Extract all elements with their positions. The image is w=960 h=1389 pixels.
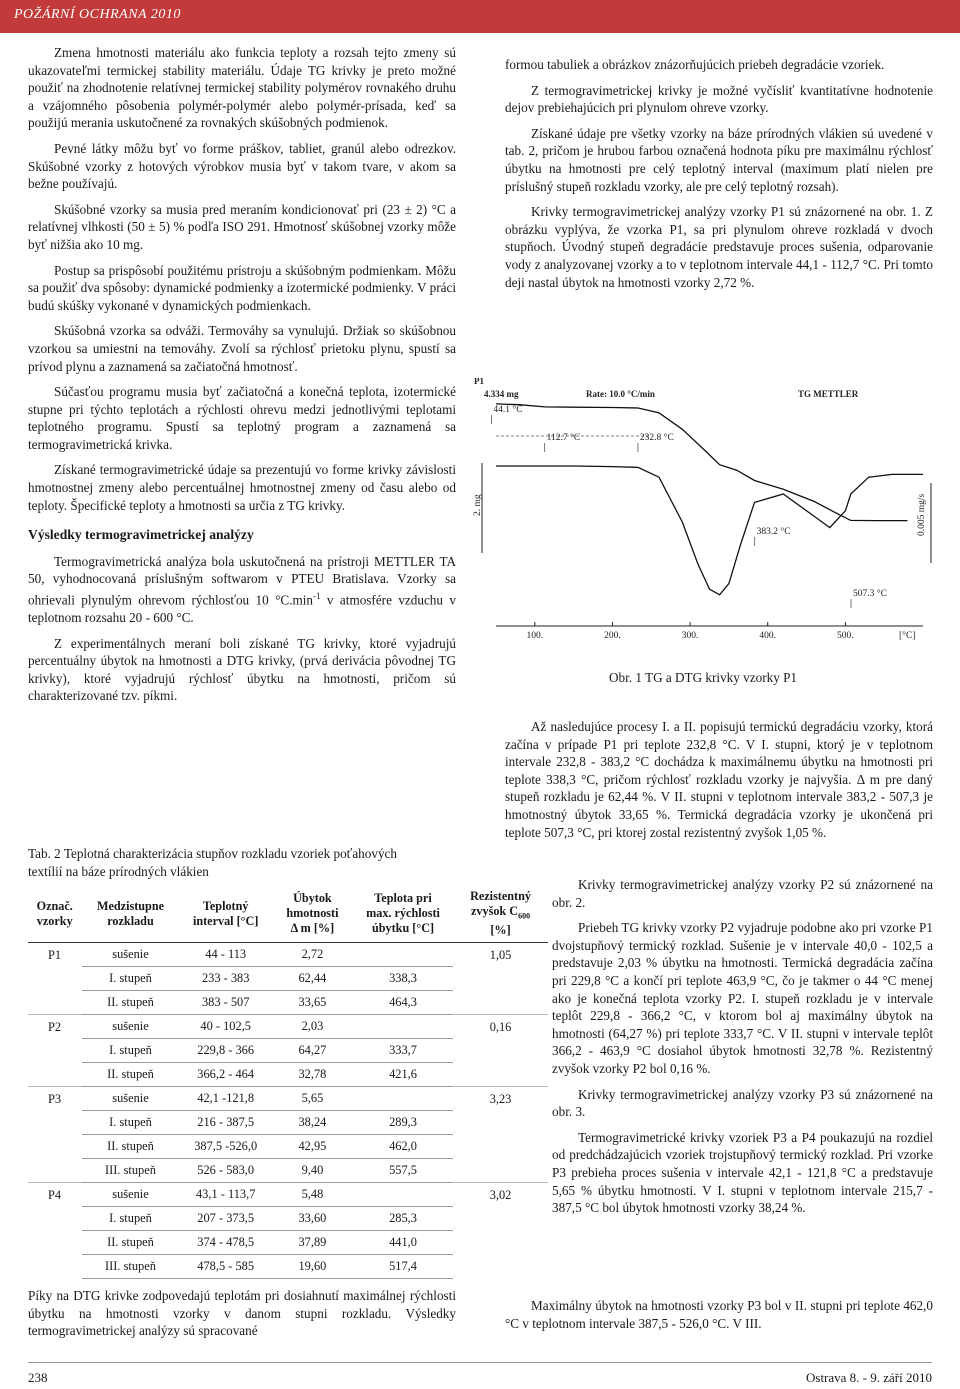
table-cell: I. stupeň — [82, 1207, 180, 1231]
annotation-label: 383.2 °C — [756, 527, 791, 537]
table-row — [28, 1015, 548, 1039]
table-row — [28, 1111, 548, 1135]
table-cell — [28, 1111, 82, 1135]
chart-title: P1 — [474, 378, 484, 386]
table-cell: 5,48 — [272, 1183, 353, 1207]
table-cell: II. stupeň — [82, 991, 180, 1015]
table-cell — [453, 1039, 548, 1063]
table-cell — [28, 1063, 82, 1087]
table-cell: 517,4 — [353, 1255, 453, 1279]
table-row — [28, 967, 548, 991]
right-column-lower — [552, 876, 933, 1225]
table-cell — [353, 1183, 453, 1207]
table-cell: 383 - 507 — [179, 991, 271, 1015]
x-unit-label: [°C] — [899, 631, 916, 641]
paragraph: Skúšobná vzorka sa odváži. Termováhy sa vynulujú. Držiak so skúšobnou vzorkou sa umiestni na temováhy. Zvolí sa rýchlosť prietoku plynu, spustí sa prívod plynu a zaznamená sa začiatočná hmotnosť. — [28, 323, 456, 374]
footer-event: Ostrava 8. - 9. září 2010 — [806, 1370, 932, 1385]
table-cell: sušenie — [82, 1015, 180, 1039]
paragraph: Termogravimetrická analýza bola uskutočnená na prístroji METTLER TA 50, vyhodnocovaná príslušným softwarom v PTEU Bratislava. Vzorky sa ohrievali plynulým ohrevom rýchlosťou 10 $^\circ C.\min^{-1}$ v atmosfére vzduchu v teplotnom rozsahu 20 - 600 °C. — [28, 553, 456, 626]
table-cell: III. stupeň — [82, 1255, 180, 1279]
table-cell: 421,6 — [353, 1063, 453, 1087]
table-cell: P3 — [48, 1091, 62, 1106]
table-cell: 557,5 — [353, 1159, 453, 1183]
table-cell: 32,78 — [272, 1063, 353, 1087]
table-cell: sušenie — [82, 1087, 180, 1111]
table-cell: 9,40 — [272, 1159, 353, 1183]
instrument-label: TG METTLER — [798, 389, 859, 399]
paragraph: Až nasledujúce procesy I. a II. popisujú termickú degradáciu vzorky, ktorá začína v prípade P1 pri teplote 232,8 °C. V I. stupni, ktorý je v teplotnom intervale 232,8 - 383,2 °C dochádza k maximálnemu úbytku na hmotnosti pri teplote 338,3 °C, pričom rýchlosť rozkladu vzorky je najvyšia. Δ m pre daný stupeň rozkladu je 62,44 %. V II. stupni v teplotnom intervale 383,2 - 507,3 je hmotnostný úbytok 33,65 %. Termická degradácia vzorky je ukončená pri teplote 507,3 °C, pri ktorej zostal rezistentný zvyšok 1,05 %. — [505, 719, 933, 840]
table-cell — [28, 967, 82, 991]
table-cell: II. stupeň — [82, 1231, 180, 1255]
table-cell — [353, 1015, 453, 1039]
paragraph: Krivky termogravimetrickej analýzy vzorky P1 sú znázornené na obr. 1. Z obrázku vyplýva, že vzorka P1, sa pri plynulom ohreve rozkladá v dvoch stupňoch. Úvodný stupeň degradácie predstavuje proces sušenia, odparovanie vody z analyzovanej vzorky a to v teplotnom intervale 44,1 - 112,7 °C. Pri tomto deji nastal úbytok na hmotnosti vzorky 2,72 %. — [505, 204, 933, 290]
paragraph: Súčasťou programu musia byť začiatočná a konečná teplota, izotermické stupne pri týchto teplotách a rýchlosti ohrevu medzi jednotlivými teplotami teplotného programu. Spustí sa teplotný program a zaznamená sa termogravimetrická krivka. — [28, 384, 456, 452]
figure-caption: Obr. 1 TG a DTG krivky vzorky P1 — [608, 670, 798, 685]
table-cell: sušenie — [82, 1183, 180, 1207]
table-cell: sušenie — [82, 943, 180, 967]
col-header: Označ. vzorky — [28, 887, 82, 943]
table-cell: 62,44 — [272, 967, 353, 991]
table-cell: 333,7 — [353, 1039, 453, 1063]
table-cell — [28, 1255, 82, 1279]
paragraph: Priebeh TG krivky vzorky P2 vyjadruje podobne ako pri vzorke P1 dvojstupňový termický rozklad. Sušenie je v intervale 40,0 - 102,5 a predstavuje 2,03 % úbytku na hmotnosti. Termická degradácia začína pri 229,8 °C a končí pri teplote 463,9 °C, čo je takmer o 44 °C menej ako je konečná teplota vzorky P2. I. stupeň rozkladu je v intervale teplôt 229,8 - 366,2 °C, v ktorom bol aj maximálny úbytok na hmotnosti (64,27 %) pri teplote 333,7 °C. V II. stupni v intervale teplôt 366,2 - 463,9 °C dosiahol úbytok hmotnosti 32,78 %. Rezistentný zvyšok vzorky P2 bol 0,16 %. — [552, 920, 933, 1076]
table-cell: 44 - 113 — [179, 943, 271, 967]
table-cell: 462,0 — [353, 1135, 453, 1159]
annotation-label: 507.3 °C — [853, 589, 887, 599]
table-cell: 0,16 — [489, 1019, 512, 1034]
table-cell: P1 — [48, 947, 62, 962]
paragraph: Postup sa prispôsobí použitému prístroju a skúšobným podmienkam. Môžu sa použiť dva spôsoby: dynamické podmienky a izotermické podmienky. V práci budú skúšky vykonané v dynamických podmienkach. — [28, 262, 456, 313]
table-cell: I. stupeň — [82, 967, 180, 991]
table-cell — [453, 1207, 548, 1231]
table-cell: 3,02 — [489, 1187, 512, 1202]
paragraph: Píky na DTG krivke zodpovedajú teplotám pri dosiahnutí maximálnej rýchlosti úbytku na hmotnosti vzorky v danom stupni rozkladu. Výsledky termogravimetrickej analýzy sú spracované — [28, 1288, 456, 1339]
table-cell — [453, 1135, 548, 1159]
paragraph: Získané termogravimetrické údaje sa prezentujú vo forme krivky závislosti hmotnostnej zmeny alebo percentuálnej hmotnostnej zmeny od času alebo od teploty. Špecifické teploty a hmotnosti sa určia z TG krivky. — [28, 462, 456, 513]
paragraph: Termogravimetrické krivky vzoriek P3 a P4 poukazujú na rozdiel od predchádzajúcich vzoriek trojstupňový termický rozklad. Pri vzorke P3 prebieha proces sušenia v intervale 42,1 - 121,8 °C a predstavuje 5,65 % úbytku hmotnosti. V I. stupni v teplotnom intervale 215,7 - 387,5 °C bol úbytok hmotnosti vzorky 38,24 %. — [552, 1129, 933, 1216]
paragraph: Z termogravimetrickej krivky je možné vyčísliť kvantitatívne hodnotenie dejov prebiehajúcich pri plynulom ohreve vzorky. — [505, 82, 933, 116]
table-cell: I. stupeň — [82, 1039, 180, 1063]
tg-curve — [496, 404, 908, 521]
table-cell: II. stupeň — [82, 1063, 180, 1087]
table-cell: 289,3 — [353, 1111, 453, 1135]
annotation-label: 112.7 °C — [546, 433, 581, 443]
x-tick-label: 200. — [604, 631, 621, 641]
table-cell — [28, 1231, 82, 1255]
table-cell: 464,3 — [353, 991, 453, 1015]
left-column — [28, 44, 456, 713]
table-cell — [453, 1231, 548, 1255]
dtg-curve — [496, 466, 923, 595]
paragraph: Získané údaje pre všetky vzorky na báze prírodných vlákien sú uvedené v tab. 2, pričom je hrubou farbou označená hodnota píku pre maximálnu rýchlosť úbytku na hmotnosti pre celý teplotný interval (maximum platí nielen pre príslušný stupeň rozkladu vzorky, ale pre celý teplotný rozsah). — [505, 125, 933, 194]
x-tick-label: 100. — [526, 631, 544, 641]
table-cell: 216 - 387,5 — [179, 1111, 271, 1135]
table-cell: 285,3 — [353, 1207, 453, 1231]
table-cell — [453, 967, 548, 991]
data-table — [28, 887, 548, 1279]
col-header: Rezistentný zvyšok $C_{600}$ [%] — [453, 887, 548, 943]
table-cell — [453, 991, 548, 1015]
table-caption: Tab. 2 Teplotná charakterizácia stupňov rozkladu vzoriek poťahových textílií na báze prírodných vlákien — [28, 846, 397, 879]
table-cell: 38,24 — [272, 1111, 353, 1135]
paragraph: Maximálny úbytok na hmotnosti vzorky P3 bol v II. stupni pri teplote 462,0 °C v teplotnom intervale 387,5 - 526,0 °C. V III. — [505, 1298, 933, 1331]
x-tick-label: 400. — [759, 631, 777, 641]
table-cell: P4 — [48, 1187, 62, 1202]
table-cell: 207 - 373,5 — [179, 1207, 271, 1231]
table-cell: 366,2 - 464 — [179, 1063, 271, 1087]
table-cell — [28, 1135, 82, 1159]
table-cell: I. stupeň — [82, 1111, 180, 1135]
table-cell: 387,5 -526,0 — [179, 1135, 271, 1159]
table-cell: P2 — [48, 1019, 62, 1034]
table-cell: 338,3 — [353, 967, 453, 991]
x-tick-label: 500. — [837, 631, 854, 641]
table-cell: 19,60 — [272, 1255, 353, 1279]
table-cell — [28, 1207, 82, 1231]
table-cell: 1,05 — [489, 947, 512, 962]
col-header: Teplota pri max. rýchlosti úbytku [°C] — [353, 887, 453, 943]
table-cell: II. stupeň — [82, 1135, 180, 1159]
right-column — [505, 56, 933, 299]
table-row — [28, 1039, 548, 1063]
table-cell: 37,89 — [272, 1231, 353, 1255]
table-row — [28, 1255, 548, 1279]
table-row — [28, 991, 548, 1015]
footer-divider — [28, 1362, 932, 1363]
table-cell: 64,27 — [272, 1039, 353, 1063]
table-cell: 42,1 -121,8 — [179, 1087, 271, 1111]
paragraph: Pevné látky môžu byť vo forme práškov, tabliet, granúl alebo odrezkov. Skúšobné vzorky z hotových výrobkov musia byť v takom tvare, v akom sa bežne používajú. — [28, 140, 456, 192]
table-cell: 526 - 583,0 — [179, 1159, 271, 1183]
sample-mass-label: 4.334 mg — [484, 389, 519, 399]
table-cell: III. stupeň — [82, 1159, 180, 1183]
table-row — [28, 943, 548, 967]
table-cell: 233 - 383 — [179, 967, 271, 991]
paragraph: Krivky termogravimetrickej analýzy vzorky P2 sú znázornené na obr. 2. — [552, 877, 933, 910]
table-row — [28, 1135, 548, 1159]
page-number: 238 — [28, 1370, 48, 1385]
table-cell: 374 - 478,5 — [179, 1231, 271, 1255]
table-row — [28, 1063, 548, 1087]
annotation-label: 44.1 °C — [493, 405, 523, 415]
table-cell: 441,0 — [353, 1231, 453, 1255]
x-tick-label: 300. — [681, 631, 699, 641]
table-row — [28, 1231, 548, 1255]
table-cell — [453, 1255, 548, 1279]
table-cell: 3,23 — [489, 1091, 512, 1106]
tg-dtg-chart — [468, 378, 938, 678]
paragraph: formou tabuliek a obrázkov znázorňujúcich priebeh degradácie vzoriek. — [505, 57, 885, 72]
paragraph: Skúšobné vzorky sa musia pred meraním kondicionovať pri (23 ± 2) °C a relatívnej vlhkosti (50 ± 5) % podľa ISO 291. Hmotnosť skúšobnej vzorky môže byť nižšia ako 10 mg. — [28, 201, 456, 252]
table-cell — [28, 1039, 82, 1063]
paragraph: Krivky termogravimetrickej analýzy vzorky P3 sú znázornené na obr. 3. — [552, 1086, 933, 1120]
table-cell: 2,72 — [272, 943, 353, 967]
header-title: POŽÁRNÍ OCHRANA 2010 — [14, 7, 181, 22]
section-heading: Výsledky termogravimetrickej analýzy — [28, 527, 254, 543]
table-cell — [453, 1111, 548, 1135]
table-row — [28, 1159, 548, 1183]
table-cell: 2,03 — [272, 1015, 353, 1039]
table-cell — [353, 943, 453, 967]
paragraph: Z experimentálnych meraní boli získané TG krivky, ktoré vyjadrujú percentuálny úbytok na hmotnosti a DTG krivky, (prvá derivácia pôvodnej TG krivky), ktoré vyjadrujú rýchlosť úbytku na hmotnosti, pričom sú charakterizované tzv. píkmi. — [28, 635, 456, 704]
rate-label: Rate: 10.0 °C/min — [586, 389, 655, 399]
table-row — [28, 1087, 548, 1111]
table-cell: 5,65 — [272, 1087, 353, 1111]
table-row — [28, 1183, 548, 1207]
col-header: Teplotný interval [°C] — [179, 887, 271, 943]
y-axis-left-label: 2. mg — [473, 494, 483, 516]
table-cell — [28, 991, 82, 1015]
table-cell: 43,1 - 113,7 — [179, 1183, 271, 1207]
table-cell: 478,5 - 585 — [179, 1255, 271, 1279]
col-header: Medzistupne rozkladu — [82, 887, 180, 943]
table-cell: 42,95 — [272, 1135, 353, 1159]
annotation-label: 232.8 °C — [639, 433, 674, 443]
col-header: Úbytok hmotnosti Δ m [%] — [272, 887, 353, 943]
paragraph: Zmena hmotnosti materiálu ako funkcia teploty a rozsah tejto zmeny sú ukazovateľmi termickej stability materiálu. Údaje TG krivky je preto možné použiť na zhodnotenie relatívnej termickej stability polymérov rovnakého druhu a vzájomného pôsobenia polymér-polymér alebo polymér-prísada, keď sa použijú merania uskutočnené za rovnakých skúšobných podmienok. — [28, 45, 456, 131]
table-row — [28, 1207, 548, 1231]
table-cell: 33,60 — [272, 1207, 353, 1231]
y-axis-right-label: 0.005 mg/s — [917, 493, 927, 536]
page-header — [0, 0, 960, 33]
table-cell — [453, 1063, 548, 1087]
table-cell — [353, 1087, 453, 1111]
table-cell — [453, 1159, 548, 1183]
table-cell: 40 - 102,5 — [179, 1015, 271, 1039]
table-cell — [28, 1159, 82, 1183]
table-cell: 33,65 — [272, 991, 353, 1015]
table-cell: 229,8 - 366 — [179, 1039, 271, 1063]
table-header-row — [28, 887, 548, 943]
